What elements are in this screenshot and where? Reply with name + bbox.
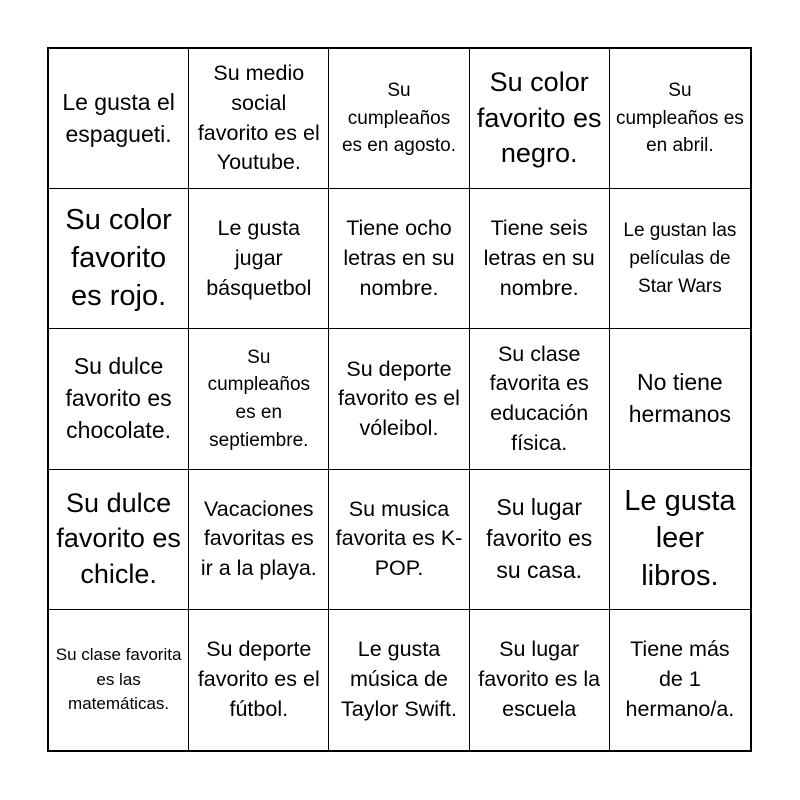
bingo-cell-1-1[interactable] (49, 49, 189, 189)
bingo-cell-4-5[interactable] (610, 470, 750, 610)
bingo-cell-3-5[interactable] (610, 329, 750, 469)
bingo-cell-5-3[interactable] (329, 610, 469, 750)
bingo-cell-1-2[interactable] (189, 49, 329, 189)
cell-text: No tiene hermanos (628, 369, 732, 427)
bingo-board (47, 47, 752, 752)
cell-text: Tiene más de 1 hermano/a. (625, 637, 735, 721)
cell-text: Su clase favorita es educación física. (489, 341, 589, 455)
bingo-cell-3-4[interactable] (470, 329, 610, 469)
cell-text: Su dulce favorito es chocolate. (65, 353, 172, 443)
bingo-cell-3-2[interactable] (189, 329, 329, 469)
bingo-cell-2-2[interactable] (189, 189, 329, 329)
bingo-cell-5-5[interactable] (610, 610, 750, 750)
cell-text: Su deporte favorito es el vóleibol. (338, 356, 460, 440)
cell-text: Su color favorito es negro. (476, 67, 602, 169)
bingo-cell-3-1[interactable] (49, 329, 189, 469)
bingo-cell-4-1[interactable] (49, 470, 189, 610)
bingo-cell-2-4[interactable] (470, 189, 610, 329)
cell-text: Su lugar favorito es la escuela (478, 637, 601, 721)
cell-text: Le gusta el espagueti. (62, 88, 175, 147)
cell-text: Le gusta jugar básquetbol (206, 216, 312, 300)
cell-text: Su cumpleaños es en abril. (615, 80, 744, 157)
bingo-cell-1-5[interactable] (610, 49, 750, 189)
bingo-cell-4-3[interactable] (329, 470, 469, 610)
cell-text: Su musica favorita es K-POP. (335, 496, 463, 581)
bingo-cell-3-3[interactable] (329, 329, 469, 469)
cell-text: Su color favorito es rojo. (65, 204, 172, 312)
cell-text: Le gusta leer libros. (624, 484, 736, 593)
cell-text: Su clase favorita es las matemáticas. (55, 644, 182, 714)
cell-text: Su dulce favorito es chicle. (56, 487, 181, 589)
bingo-cell-2-3[interactable] (329, 189, 469, 329)
cell-text: Su lugar favorito es su casa. (486, 493, 593, 584)
bingo-cell-1-3[interactable] (329, 49, 469, 189)
cell-text: Tiene seis letras en su nombre. (483, 216, 595, 300)
cell-text: Vacaciones favoritas es ir a la playa. (200, 496, 317, 581)
cell-text: Le gustan las películas de Star Wars (623, 220, 737, 297)
cell-text: Su medio social favorito es el Youtube. (197, 61, 320, 175)
cell-text: Le gusta música de Taylor Swift. (341, 637, 457, 721)
bingo-cell-5-1[interactable] (49, 610, 189, 750)
bingo-cell-1-4[interactable] (470, 49, 610, 189)
cell-text: Su deporte favorito es el fútbol. (197, 637, 320, 721)
bingo-cell-2-5[interactable] (610, 189, 750, 329)
bingo-cell-4-4[interactable] (470, 470, 610, 610)
bingo-cell-5-4[interactable] (470, 610, 610, 750)
bingo-cell-4-2[interactable] (189, 470, 329, 610)
bingo-cell-2-1[interactable] (49, 189, 189, 329)
cell-text: Su cumpleaños es en agosto. (341, 80, 457, 157)
bingo-cell-5-2[interactable] (189, 610, 329, 750)
cell-text: Tiene ocho letras en su nombre. (343, 216, 455, 300)
cell-text: Su cumpleaños es en septiembre. (207, 346, 311, 451)
